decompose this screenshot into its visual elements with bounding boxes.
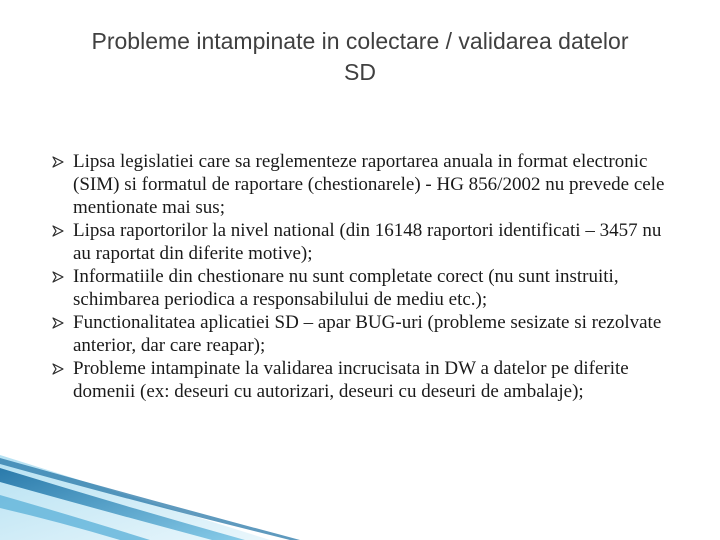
bullet-text: Informatiile din chestionare nu sunt completate corect (nu sunt instruiti, schimbarea periodica a responsabilului de mediu etc.);: [73, 266, 619, 310]
bullet-text: Probleme intampinate la validarea incrucisata in DW a datelor pe diferite domenii (ex: deseuri cu autorizari, deseuri cu deseuri de ambalaje);: [73, 358, 629, 402]
bullet-list: [52, 150, 682, 403]
arrow-bullet-icon: [52, 225, 64, 237]
arrow-bullet-icon: [52, 271, 64, 283]
bullet-text: Functionalitatea aplicatiei SD – apar BUG-uri (probleme sesizate si rezolvate anterior, dar care reapar);: [73, 312, 662, 356]
title-line-2: SD: [344, 59, 376, 85]
bullet-item: [52, 150, 682, 219]
arrow-bullet-icon: [52, 156, 64, 168]
bullet-item: [52, 265, 682, 311]
bullet-text: Lipsa raportorilor la nivel national (din 16148 raportori identificati – 3457 nu au raportat din diferite motive);: [73, 220, 662, 264]
title-line-1: Probleme intampinate in colectare / validarea datelor: [91, 28, 629, 54]
bullet-item: [52, 357, 682, 403]
bullet-item: [52, 311, 682, 357]
bullet-item: [52, 219, 682, 265]
slide-title: [30, 26, 690, 88]
arrow-bullet-icon: [52, 363, 64, 375]
arrow-bullet-icon: [52, 317, 64, 329]
bullet-text: Lipsa legislatiei care sa reglementeze raportarea anuala in format electronic (SIM) si formatul de raportare (chestionarele) - HG 856/2002 nu prevede cele mentionate mai sus;: [73, 151, 665, 218]
